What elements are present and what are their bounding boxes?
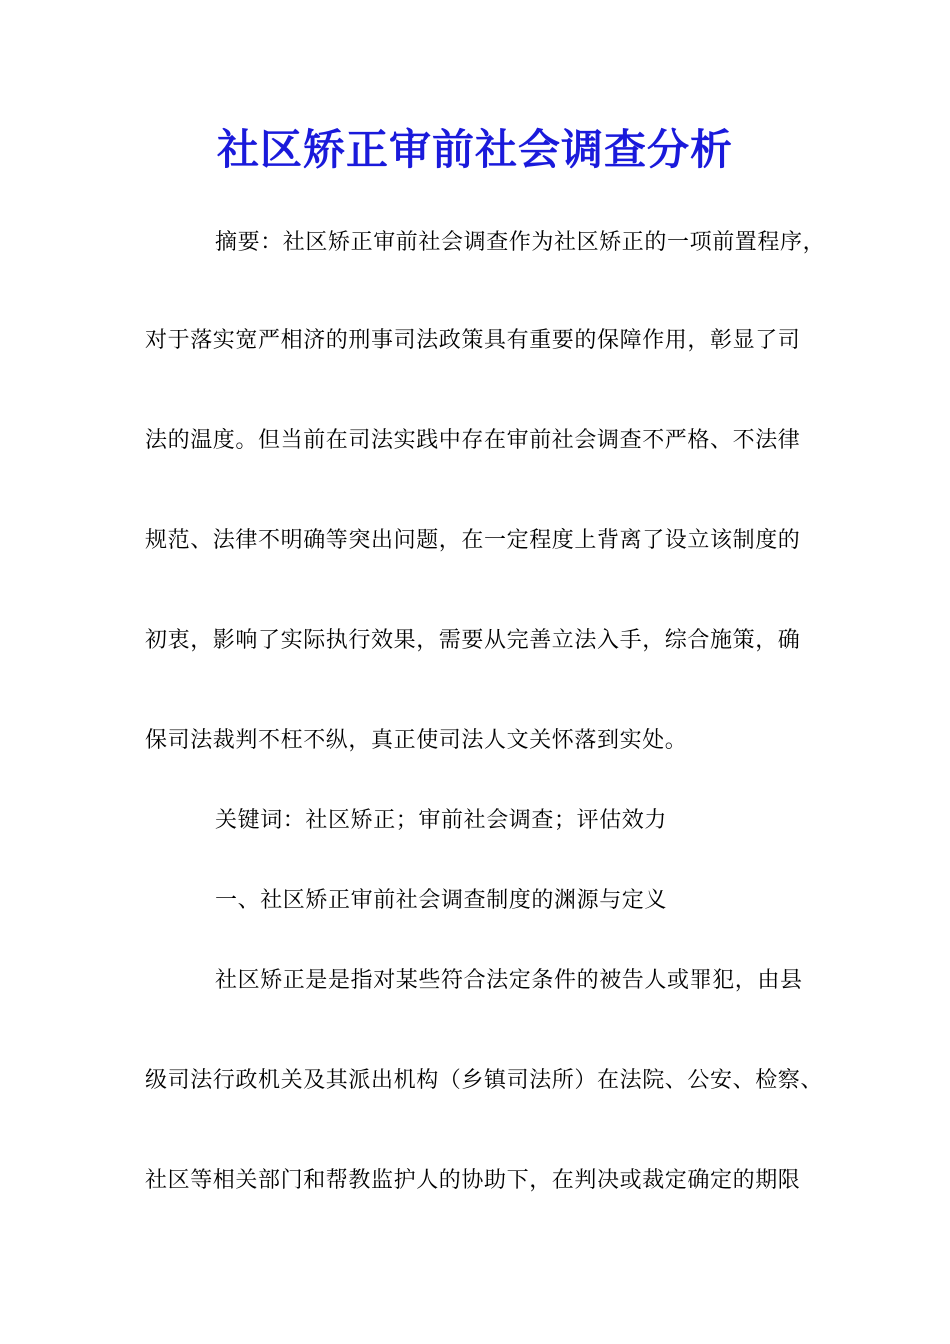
paragraph-line: 规范、法律不明确等突出问题，在一定程度上背离了设立该制度的	[145, 528, 801, 553]
section-heading: 一、社区矫正审前社会调查制度的渊源与定义	[215, 888, 668, 913]
paragraph-line: 级司法行政机关及其派出机构（乡镇司法所）在法院、公安、检察、	[145, 1068, 824, 1093]
paragraph-line: 社区矫正是是指对某些符合法定条件的被告人或罪犯，由县	[215, 968, 803, 993]
paragraph-line: 初衷，影响了实际执行效果，需要从完善立法入手，综合施策，确	[145, 628, 801, 653]
keywords-line: 关键词：社区矫正；审前社会调查；评估效力	[215, 808, 668, 833]
paragraph-line: 保司法裁判不枉不纵，真正使司法人文关怀落到实处。	[145, 728, 688, 753]
paragraph-line: 对于落实宽严相济的刑事司法政策具有重要的保障作用，彰显了司	[145, 328, 801, 353]
paragraph-line: 法的温度。但当前在司法实践中存在审前社会调查不严格、不法律	[145, 428, 801, 453]
document-title: 社区矫正审前社会调查分析	[216, 125, 733, 174]
paragraph-line: 摘要：社区矫正审前社会调查作为社区矫正的一项前置程序，	[215, 230, 826, 255]
paragraph-line: 社区等相关部门和帮教监护人的协助下，在判决或裁定确定的期限	[145, 1168, 801, 1193]
